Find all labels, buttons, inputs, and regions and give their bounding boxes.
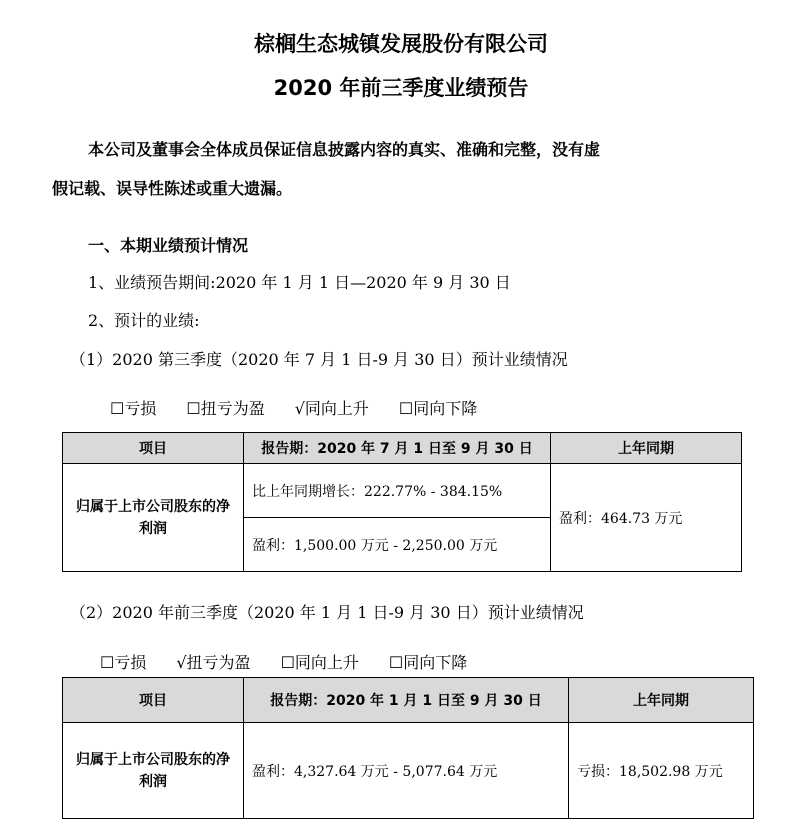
header-item: 项目 (63, 433, 244, 464)
section-heading: 一、本期业绩预计情况 (88, 236, 249, 255)
ytd-options (100, 650, 497, 673)
header-prior: 上年同期 (551, 433, 742, 464)
option-increase: ☐同向上升 (280, 653, 359, 672)
option-decrease: ☐同向下降 (398, 399, 478, 418)
q3-heading: （1）2020 第三季度（2020 年 7 月 1 日-9 月 30 日）预计业绩情况 (70, 350, 568, 369)
report-title: 2020 年前三季度业绩预告 (273, 76, 529, 100)
option-loss: ☐亏损 (110, 399, 157, 418)
ytd-table (62, 677, 754, 819)
option-turnaround: ☐扭亏为盈 (186, 399, 265, 418)
row-label: 归属于上市公司股东的净利润 (63, 464, 244, 572)
forecast-period: 1、业绩预告期间:2020 年 1 月 1 日—2020 年 9 月 30 日 (88, 273, 511, 292)
header-prior: 上年同期 (569, 678, 754, 723)
header-item: 项目 (63, 678, 244, 723)
header-period: 报告期：2020 年 1 月 1 日至 9 月 30 日 (244, 678, 569, 723)
growth-cell: 比上年同期增长：222.77% - 384.15% (244, 464, 551, 518)
company-title: 棕榈生态城镇发展股份有限公司 (254, 32, 548, 56)
expected-results: 2、预计的业绩: (88, 311, 200, 330)
option-loss: ☐亏损 (100, 653, 147, 672)
ytd-heading: （2）2020 年前三季度（2020 年 1 月 1 日-9 月 30 日）预计业绩情况 (70, 603, 584, 622)
q3-options (110, 396, 507, 419)
statement-line1: 本公司及董事会全体成员保证信息披露内容的真实、准确和完整，没有虚 (88, 140, 601, 159)
profit-cell: 盈利：4,327.64 万元 - 5,077.64 万元 (244, 723, 569, 819)
option-increase: √同向上升 (294, 399, 369, 418)
header-period: 报告期：2020 年 7 月 1 日至 9 月 30 日 (244, 433, 551, 464)
prior-cell: 亏损：18,502.98 万元 (569, 723, 754, 819)
option-turnaround: √扭亏为盈 (176, 653, 251, 672)
option-decrease: ☐同向下降 (388, 653, 468, 672)
statement-line2: 假记载、误导性陈述或重大遗漏。 (52, 179, 293, 198)
row-label: 归属于上市公司股东的净利润 (63, 723, 244, 819)
prior-cell: 盈利：464.73 万元 (551, 464, 742, 572)
profit-cell: 盈利：1,500.00 万元 - 2,250.00 万元 (244, 518, 551, 572)
q3-table (62, 432, 742, 572)
